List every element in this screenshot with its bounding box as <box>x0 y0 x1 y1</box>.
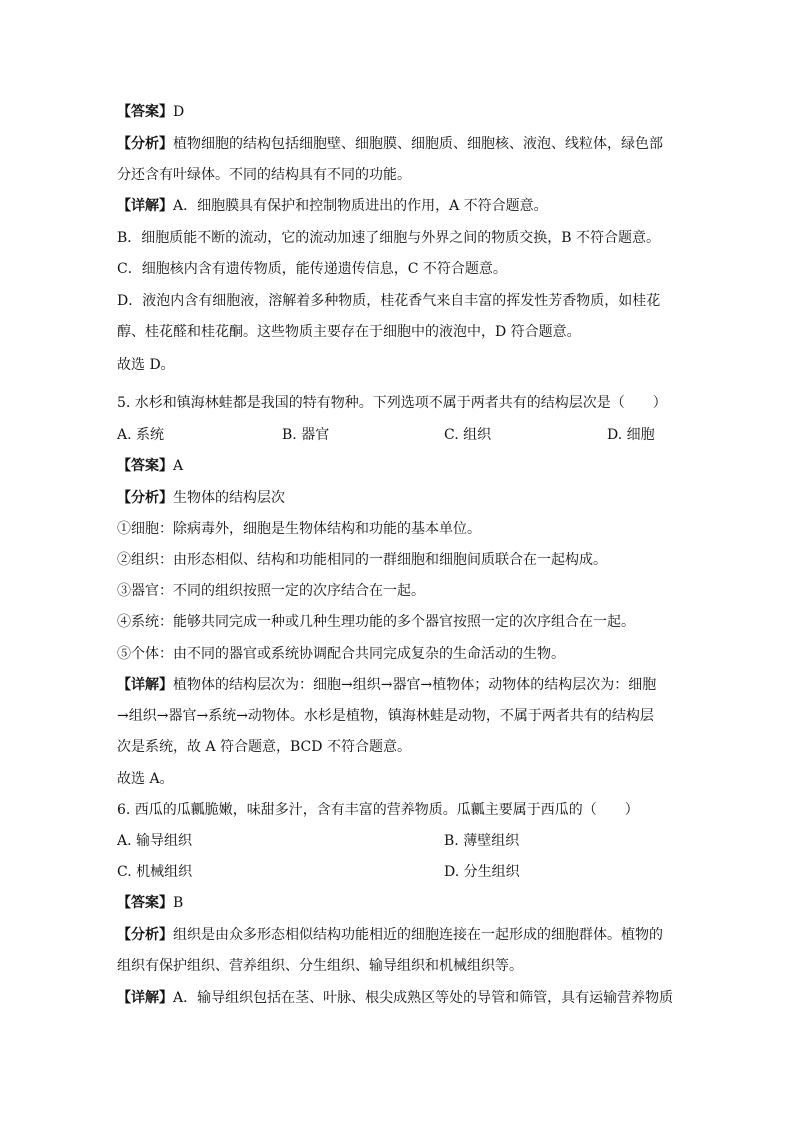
answer-value: D <box>173 104 185 120</box>
option-d: D. 细胞 <box>607 427 655 443</box>
detail-text: A．细胞膜具有保护和控制物质进出的作用，A 不符合题意。 <box>173 198 548 214</box>
analysis-tag: 【分析】 <box>117 136 173 152</box>
analysis-point: ③器官：不同的组织按照一定的次序结合在一起。 <box>117 583 425 599</box>
detail-text: 植物体的结构层次为：细胞→组织→器官→植物体；动物体的结构层次为：细胞 <box>173 677 657 693</box>
option-a: A. 系统 <box>117 427 165 443</box>
analysis-tag: 【分析】 <box>117 927 173 943</box>
answer-line <box>117 102 184 122</box>
detail-text: →组织→器官→系统→动物体。水杉是植物，镇海林蛙是动物，不属于两者共有的结构层 <box>117 708 654 724</box>
answer-value: B <box>173 895 184 911</box>
question-stem: 5. 水杉和镇海林蛙都是我国的特有物种。下列选项不属于两者共有的结构层次是（ ） <box>117 395 667 411</box>
answer-tag: 【答案】 <box>117 104 173 120</box>
answer-tag: 【答案】 <box>117 895 173 911</box>
answer-line <box>117 893 183 913</box>
option-b: B. 器官 <box>282 427 330 443</box>
analysis-point: ④系统：能够共同完成一种或几种生理功能的多个器官按照一定的次序组合在一起。 <box>117 614 635 630</box>
option-a: A. 输导组织 <box>117 833 193 849</box>
answer-line <box>117 456 183 476</box>
analysis-tag: 【分析】 <box>117 490 173 506</box>
detail-text: 醇、桂花醛和桂花酮。这些物质主要存在于细胞中的液泡中，D 符合题意。 <box>117 324 581 340</box>
analysis-text: 组织是由众多形态相似结构功能相近的细胞连接在一起形成的细胞群体。植物的 <box>173 927 663 943</box>
answer-tag: 【答案】 <box>117 458 173 474</box>
analysis-text: 生物体的结构层次 <box>173 490 285 506</box>
analysis-text: 组织有保护组织、营养组织、分生组织、输导组织和机械组织等。 <box>117 958 523 974</box>
analysis-text: 分还含有叶绿体。不同的结构具有不同的功能。 <box>117 167 411 183</box>
detail-text: 次是系统，故 A 符合题意，BCD 不符合题意。 <box>117 739 411 755</box>
answer-value: A <box>173 458 184 474</box>
analysis-point: ②组织：由形态相似、结构和功能相同的一群细胞和细胞间质联合在一起构成。 <box>117 552 607 568</box>
conclusion-text: 故选 A。 <box>117 771 174 787</box>
analysis-line <box>117 925 663 945</box>
detail-line <box>117 675 656 695</box>
option-d: D. 分生组织 <box>444 864 520 880</box>
detail-text: B．细胞质能不断的流动，它的流动加速了细胞与外界之间的物质交换，B 不符合题意。 <box>117 230 661 246</box>
option-b: B. 薄壁组织 <box>444 833 520 849</box>
detail-tag: 【详解】 <box>117 990 173 1006</box>
detail-line <box>117 988 673 1008</box>
detail-text: A．输导组织包括在茎、叶脉、根尖成熟区等处的导管和筛管，具有运输营养物质 <box>173 990 674 1006</box>
detail-text: C．细胞核内含有遗传物质，能传递遗传信息，C 不符合题意。 <box>117 261 507 277</box>
analysis-point: ⑤个体：由不同的器官或系统协调配合共同完成复杂的生命活动的生物。 <box>117 646 565 662</box>
detail-line <box>117 196 548 216</box>
question-stem: 6. 西瓜的瓜瓤脆嫩，味甜多汁，含有丰富的营养物质。瓜瓤主要属于西瓜的（ ） <box>117 802 639 818</box>
detail-tag: 【详解】 <box>117 677 173 693</box>
analysis-point: ①细胞：除病毒外，细胞是生物体结构和功能的基本单位。 <box>117 521 481 537</box>
analysis-text: 植物细胞的结构包括细胞壁、细胞膜、细胞质、细胞核、液泡、线粒体，绿色部 <box>173 136 663 152</box>
analysis-line <box>117 488 285 508</box>
option-c: C. 机械组织 <box>117 864 193 880</box>
detail-tag: 【详解】 <box>117 198 173 214</box>
option-c: C. 组织 <box>444 427 492 443</box>
analysis-line <box>117 134 663 154</box>
detail-text: D．液泡内含有细胞液，溶解着多种物质，桂花香气来自丰富的挥发性芳香物质，如桂花 <box>117 293 661 309</box>
conclusion-text: 故选 D。 <box>117 357 175 373</box>
